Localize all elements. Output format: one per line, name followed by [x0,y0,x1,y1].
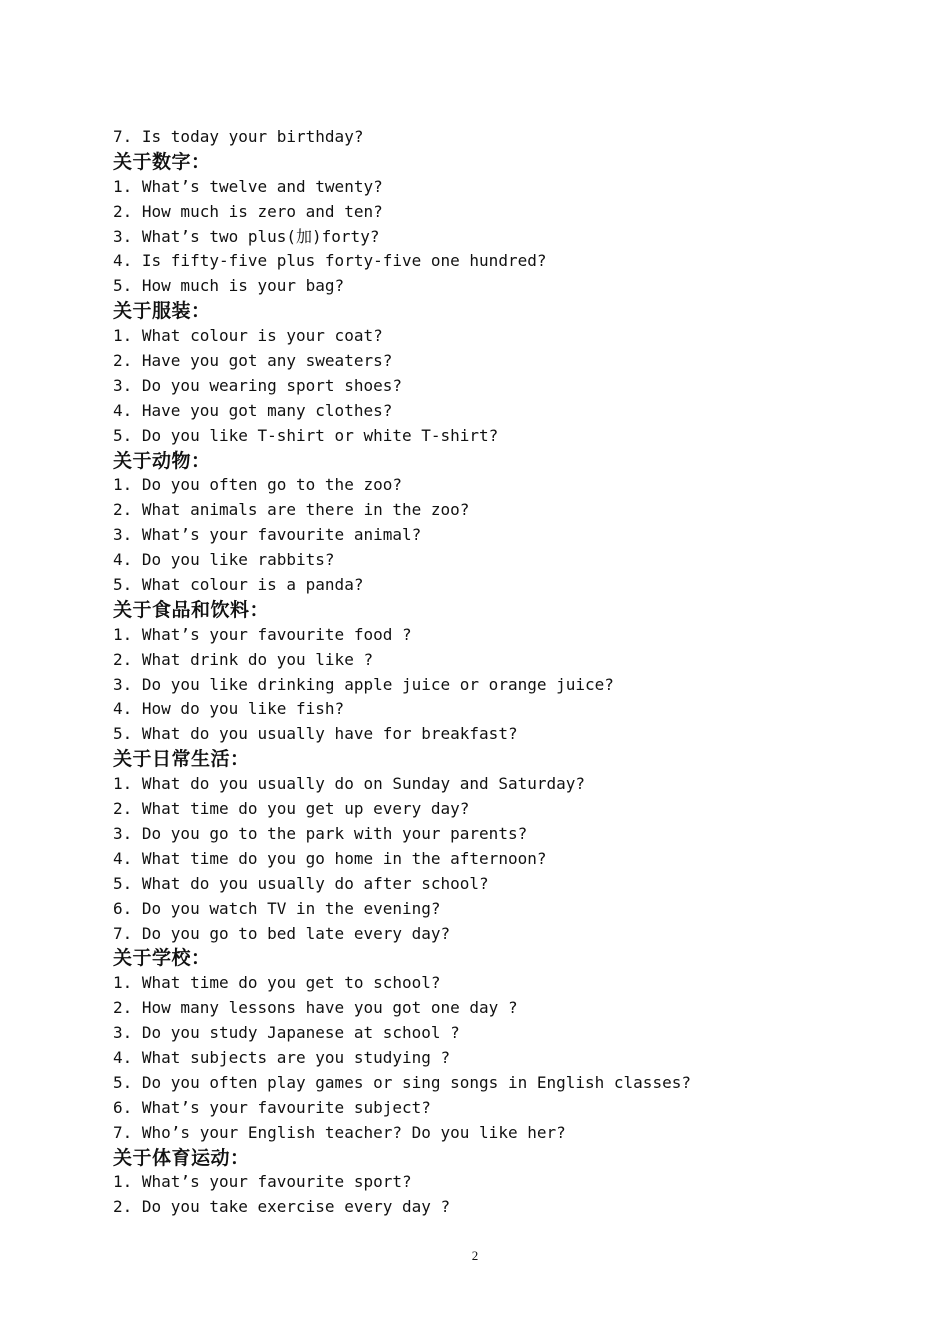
question-item: 2. What time do you get up every day? [113,799,470,819]
question-item: 5. What colour is a panda? [113,575,364,595]
question-item: 5. What do you usually do after school? [113,873,489,893]
question-item: 5. What do you usually have for breakfast? [113,724,518,744]
question-item: 2. Do you take exercise every day ? [113,1197,451,1217]
question-item: 5. Do you often play games or sing songs in English classes? [113,1072,691,1092]
question-item: 7. Is today your birthday? [113,127,364,146]
section-heading: 关于日常生活： [113,748,250,771]
question-item: 2. Have you got any sweaters? [113,351,393,371]
question-item: 3. Do you like drinking apple juice or orange juice? [113,674,614,694]
question-item: 5. How much is your bag? [113,276,345,296]
question-item: 1. What do you usually do on Sunday and Saturday? [113,774,586,794]
question-item: 3. Do you wearing sport shoes? [113,375,402,395]
document-body [113,125,873,1220]
question-item: 1. What time do you get to school? [113,973,441,993]
question-item: 3. Do you study Japanese at school ? [113,1023,460,1043]
question-item: 5. Do you like T-shirt or white T-shirt? [113,425,499,445]
question-item: 1. What’s your favourite food ? [113,624,412,644]
section-heading: 关于食品和饮料： [113,598,270,621]
question-item: 2. How much is zero and ten? [113,201,383,221]
question-item: 1. Do you often go to the zoo? [113,475,402,495]
question-item: 4. Have you got many clothes? [113,400,393,420]
page-number: 2 [471,1248,479,1263]
question-item: 2. What drink do you like ? [113,649,374,669]
question-item: 6. What’s your favourite subject? [113,1097,431,1117]
section-heading: 关于学校： [113,947,211,970]
section-heading: 关于数字： [113,150,211,173]
section-heading: 关于动物： [113,449,211,472]
question-item: 1. What’s twelve and twenty? [113,176,383,196]
question-item: 1. What colour is your coat? [113,326,383,346]
question-item: 3. Do you go to the park with your parents? [113,823,528,843]
question-item: 2. What animals are there in the zoo? [113,500,470,520]
section-heading: 关于体育运动： [113,1146,250,1169]
question-item: 1. What’s your favourite sport? [113,1172,412,1192]
question-item: 3. What’s your favourite animal? [113,525,422,545]
question-item: 4. Do you like rabbits? [113,550,335,570]
question-item: 2. How many lessons have you got one day ? [113,998,518,1018]
question-item: 6. Do you watch TV in the evening? [113,898,441,918]
section-heading: 关于服装： [113,300,211,323]
question-item: 7. Who’s your English teacher? Do you like her? [113,1122,566,1142]
question-item: 4. How do you like fish? [113,699,345,719]
question-item: 4. What time do you go home in the afternoon? [113,848,547,868]
question-item: 4. What subjects are you studying ? [113,1047,451,1067]
question-item: 7. Do you go to bed late every day? [113,923,451,943]
question-item: 3. What’s two plus(加)forty? [113,226,380,246]
question-item: 4. Is fifty-five plus forty-five one hundred? [113,251,547,271]
